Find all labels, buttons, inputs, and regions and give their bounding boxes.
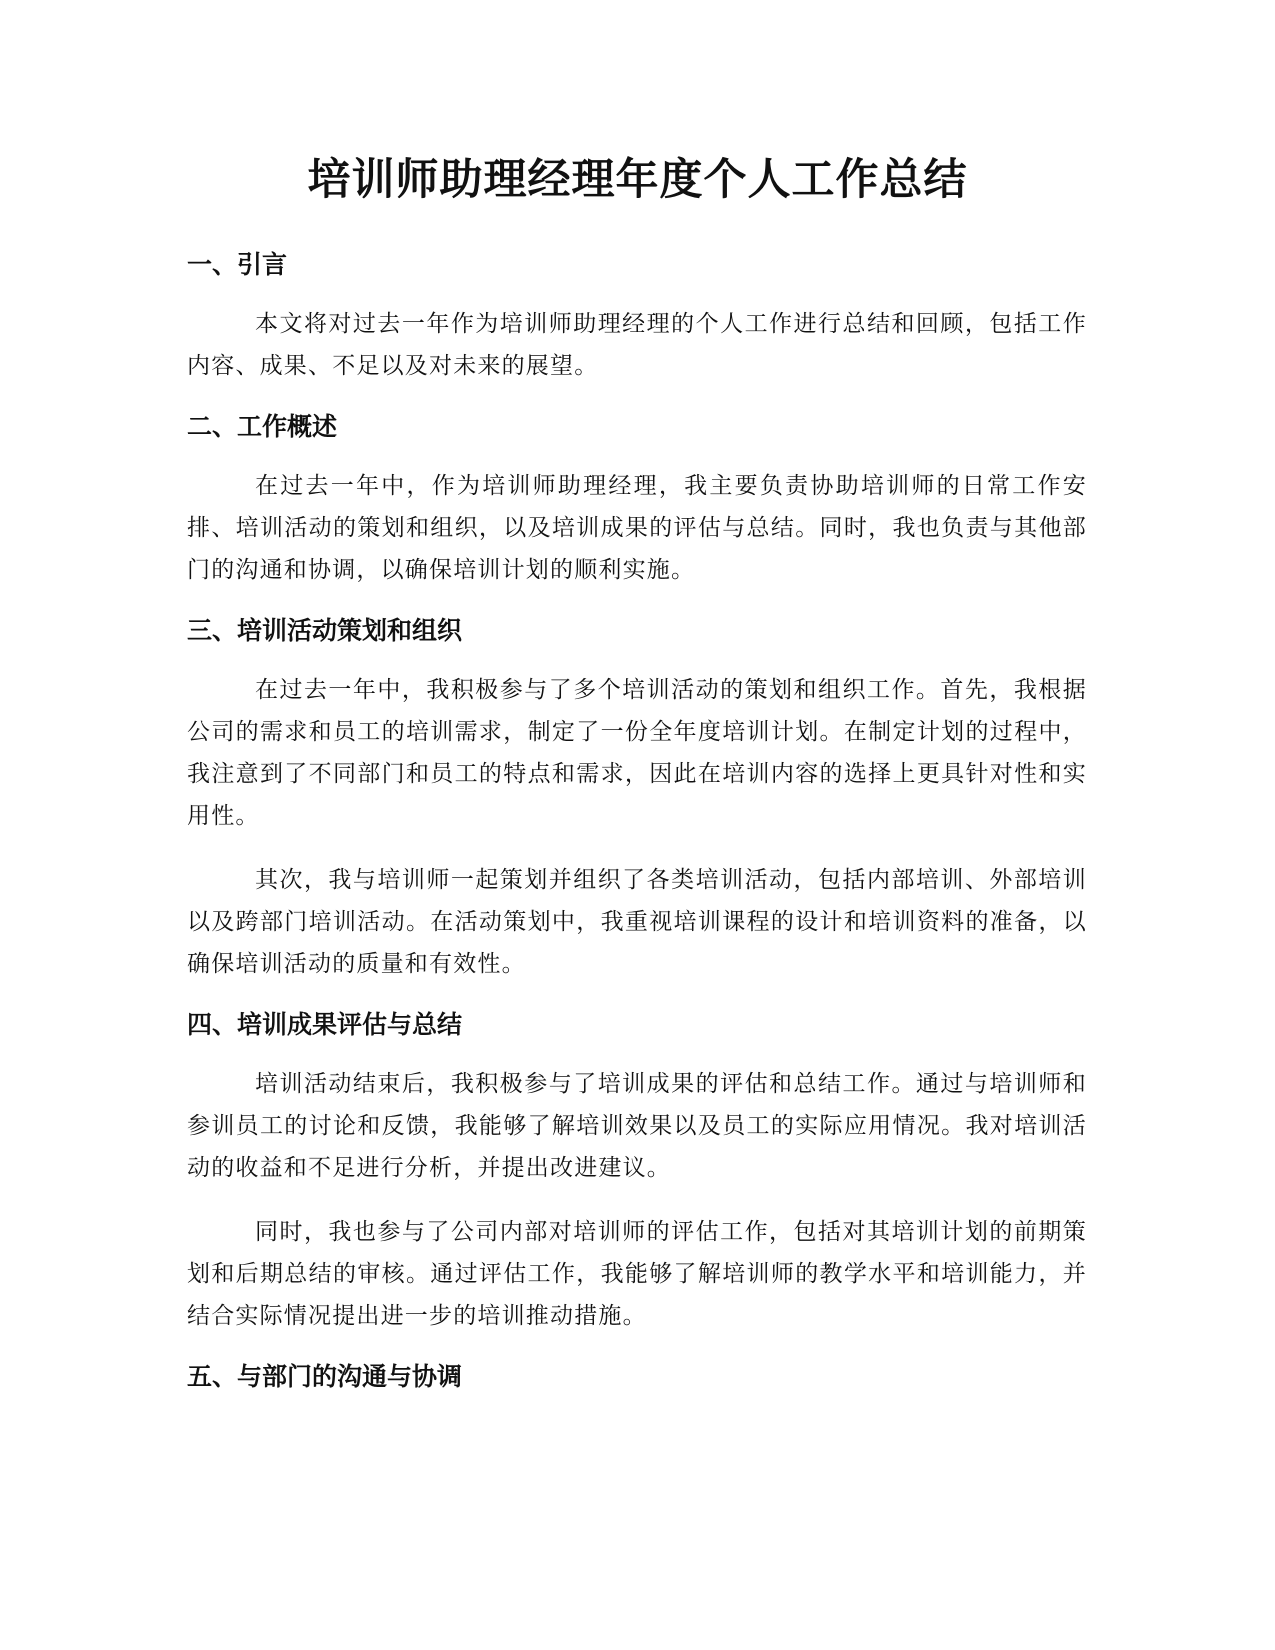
- section-introduction: [187, 247, 1087, 387]
- section-heading: 四、培训成果评估与总结: [187, 1010, 463, 1039]
- section-training-evaluation: [187, 1007, 1087, 1337]
- paragraph: 在过去一年中，我积极参与了多个培训活动的策划和组织工作。首先，我根据公司的需求和员工的培训需求，制定了一份全年度培训计划。在制定计划的过程中，我注意到了不同部门和员工的特点和需求，因此在培训内容的选择上更具针对性和实用性。: [187, 677, 1087, 829]
- section-heading: 一、引言: [187, 250, 288, 279]
- document-body: [187, 247, 1087, 1415]
- paragraph: 培训活动结束后，我积极参与了培训成果的评估和总结工作。通过与培训师和参训员工的讨论和反馈，我能够了解培训效果以及员工的实际应用情况。我对培训活动的收益和不足进行分析，并提出改进建议。: [187, 1071, 1087, 1181]
- paragraph: 其次，我与培训师一起策划并组织了各类培训活动，包括内部培训、外部培训以及跨部门培训活动。在活动策划中，我重视培训课程的设计和培训资料的准备，以确保培训活动的质量和有效性。: [187, 867, 1087, 977]
- document-title: 培训师助理经理年度个人工作总结: [307, 155, 968, 205]
- section-training-planning: [187, 613, 1087, 985]
- section-heading: 二、工作概述: [187, 412, 338, 441]
- section-heading: 三、培训活动策划和组织: [187, 616, 463, 645]
- section-heading: 五、与部门的沟通与协调: [187, 1362, 463, 1391]
- section-work-overview: [187, 409, 1087, 591]
- section-department-communication: [187, 1359, 1087, 1395]
- paragraph: 本文将对过去一年作为培训师助理经理的个人工作进行总结和回顾，包括工作内容、成果、不足以及对未来的展望。: [187, 311, 1087, 379]
- paragraph: 同时，我也参与了公司内部对培训师的评估工作，包括对其培训计划的前期策划和后期总结的审核。通过评估工作，我能够了解培训师的教学水平和培训能力，并结合实际情况提出进一步的培训推动措施。: [187, 1219, 1087, 1329]
- paragraph: 在过去一年中，作为培训师助理经理，我主要负责协助培训师的日常工作安排、培训活动的策划和组织，以及培训成果的评估与总结。同时，我也负责与其他部门的沟通和协调，以确保培训计划的顺利实施。: [187, 473, 1087, 583]
